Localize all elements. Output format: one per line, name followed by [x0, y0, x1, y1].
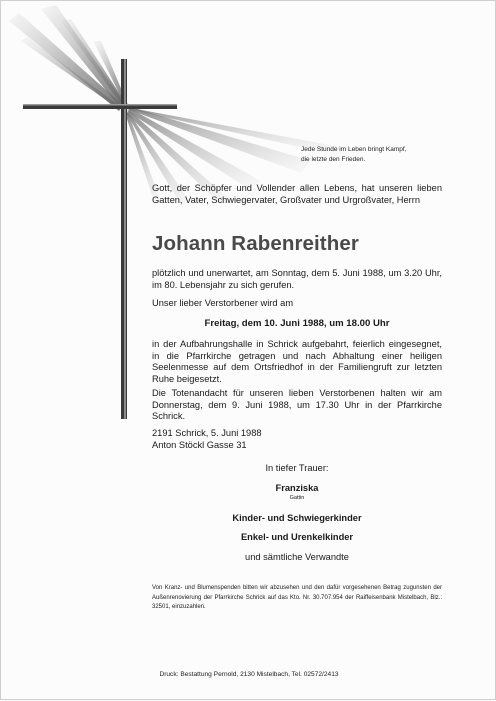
mourners-heading: In tiefer Trauer:	[265, 463, 329, 473]
widow-name: Franziska	[275, 483, 319, 493]
relatives-line: und sämtliche Verwandte	[245, 552, 349, 562]
funeral-details: in der Aufbahrungshalle in Schrick aufgebahrt, feierlich eingesegnet, in die Pfarrkirche getragen und nach Abhaltung einer heiligen Seelenmesse auf dem Ortsfriedhof in der Familiengruft zur letzten Ruhe beigesetzt.	[152, 339, 442, 384]
address-line-1: 2191 Schrick, 5. Juni 1988	[152, 428, 262, 438]
deceased-name: Johann Rabenreither	[152, 232, 359, 255]
widow-role: Gattin	[289, 495, 305, 501]
printer-imprint: Druck: Bestattung Pernold, 2130 Mistelbach, Tel. 02572/2413	[159, 671, 339, 678]
death-notice: plötzlich und unerwartet, am Sonntag, dem 5. Juni 1988, um 3.20 Uhr, im 80. Lebensjahr zu sich gerufen.	[152, 268, 442, 290]
funeral-intro: Unser lieber Verstorbener wird am	[152, 298, 294, 308]
donation-note: Von Kranz- und Blumenspenden bitten wir abzusehen und den dafür vorgesehenen Betrag zugunsten der Außenrenovierung der Pfarrkirche Schrick auf das Kto. Nr. 30.707.954 der Raiffeisenbank Mistelbach, Blz.: 32501, einzuzahlen.	[152, 585, 442, 610]
quote-line-2: die letzte den Frieden.	[301, 156, 366, 163]
grandchildren-line: Enkel- und Urenkelkinder	[240, 532, 354, 542]
children-line: Kinder- und Schwiegerkinder	[232, 513, 362, 523]
address-block	[152, 428, 442, 451]
intro-text: Gott, der Schöpfer und Vollender allen Lebens, hat unseren lieben Gatten, Vater, Schwiegervater, Großvater und Urgroßvater, Herrn	[152, 183, 442, 205]
epigraph-quote	[301, 145, 407, 165]
address-line-2: Anton Stöckl Gasse 31	[152, 439, 247, 450]
prayer-service: Die Totenandacht für unseren lieben Verstorbenen halten wir am Donnerstag, dem 9. Juni 1988, um 17.30 Uhr in der Pfarrkirche Schrick.	[152, 388, 442, 421]
quote-line-1: Jede Stunde im Leben bringt Kampf,	[301, 146, 407, 153]
upper-rays	[9, 5, 128, 111]
funeral-date: Freitag, dem 10. Juni 1988, um 18.00 Uhr	[204, 318, 390, 329]
